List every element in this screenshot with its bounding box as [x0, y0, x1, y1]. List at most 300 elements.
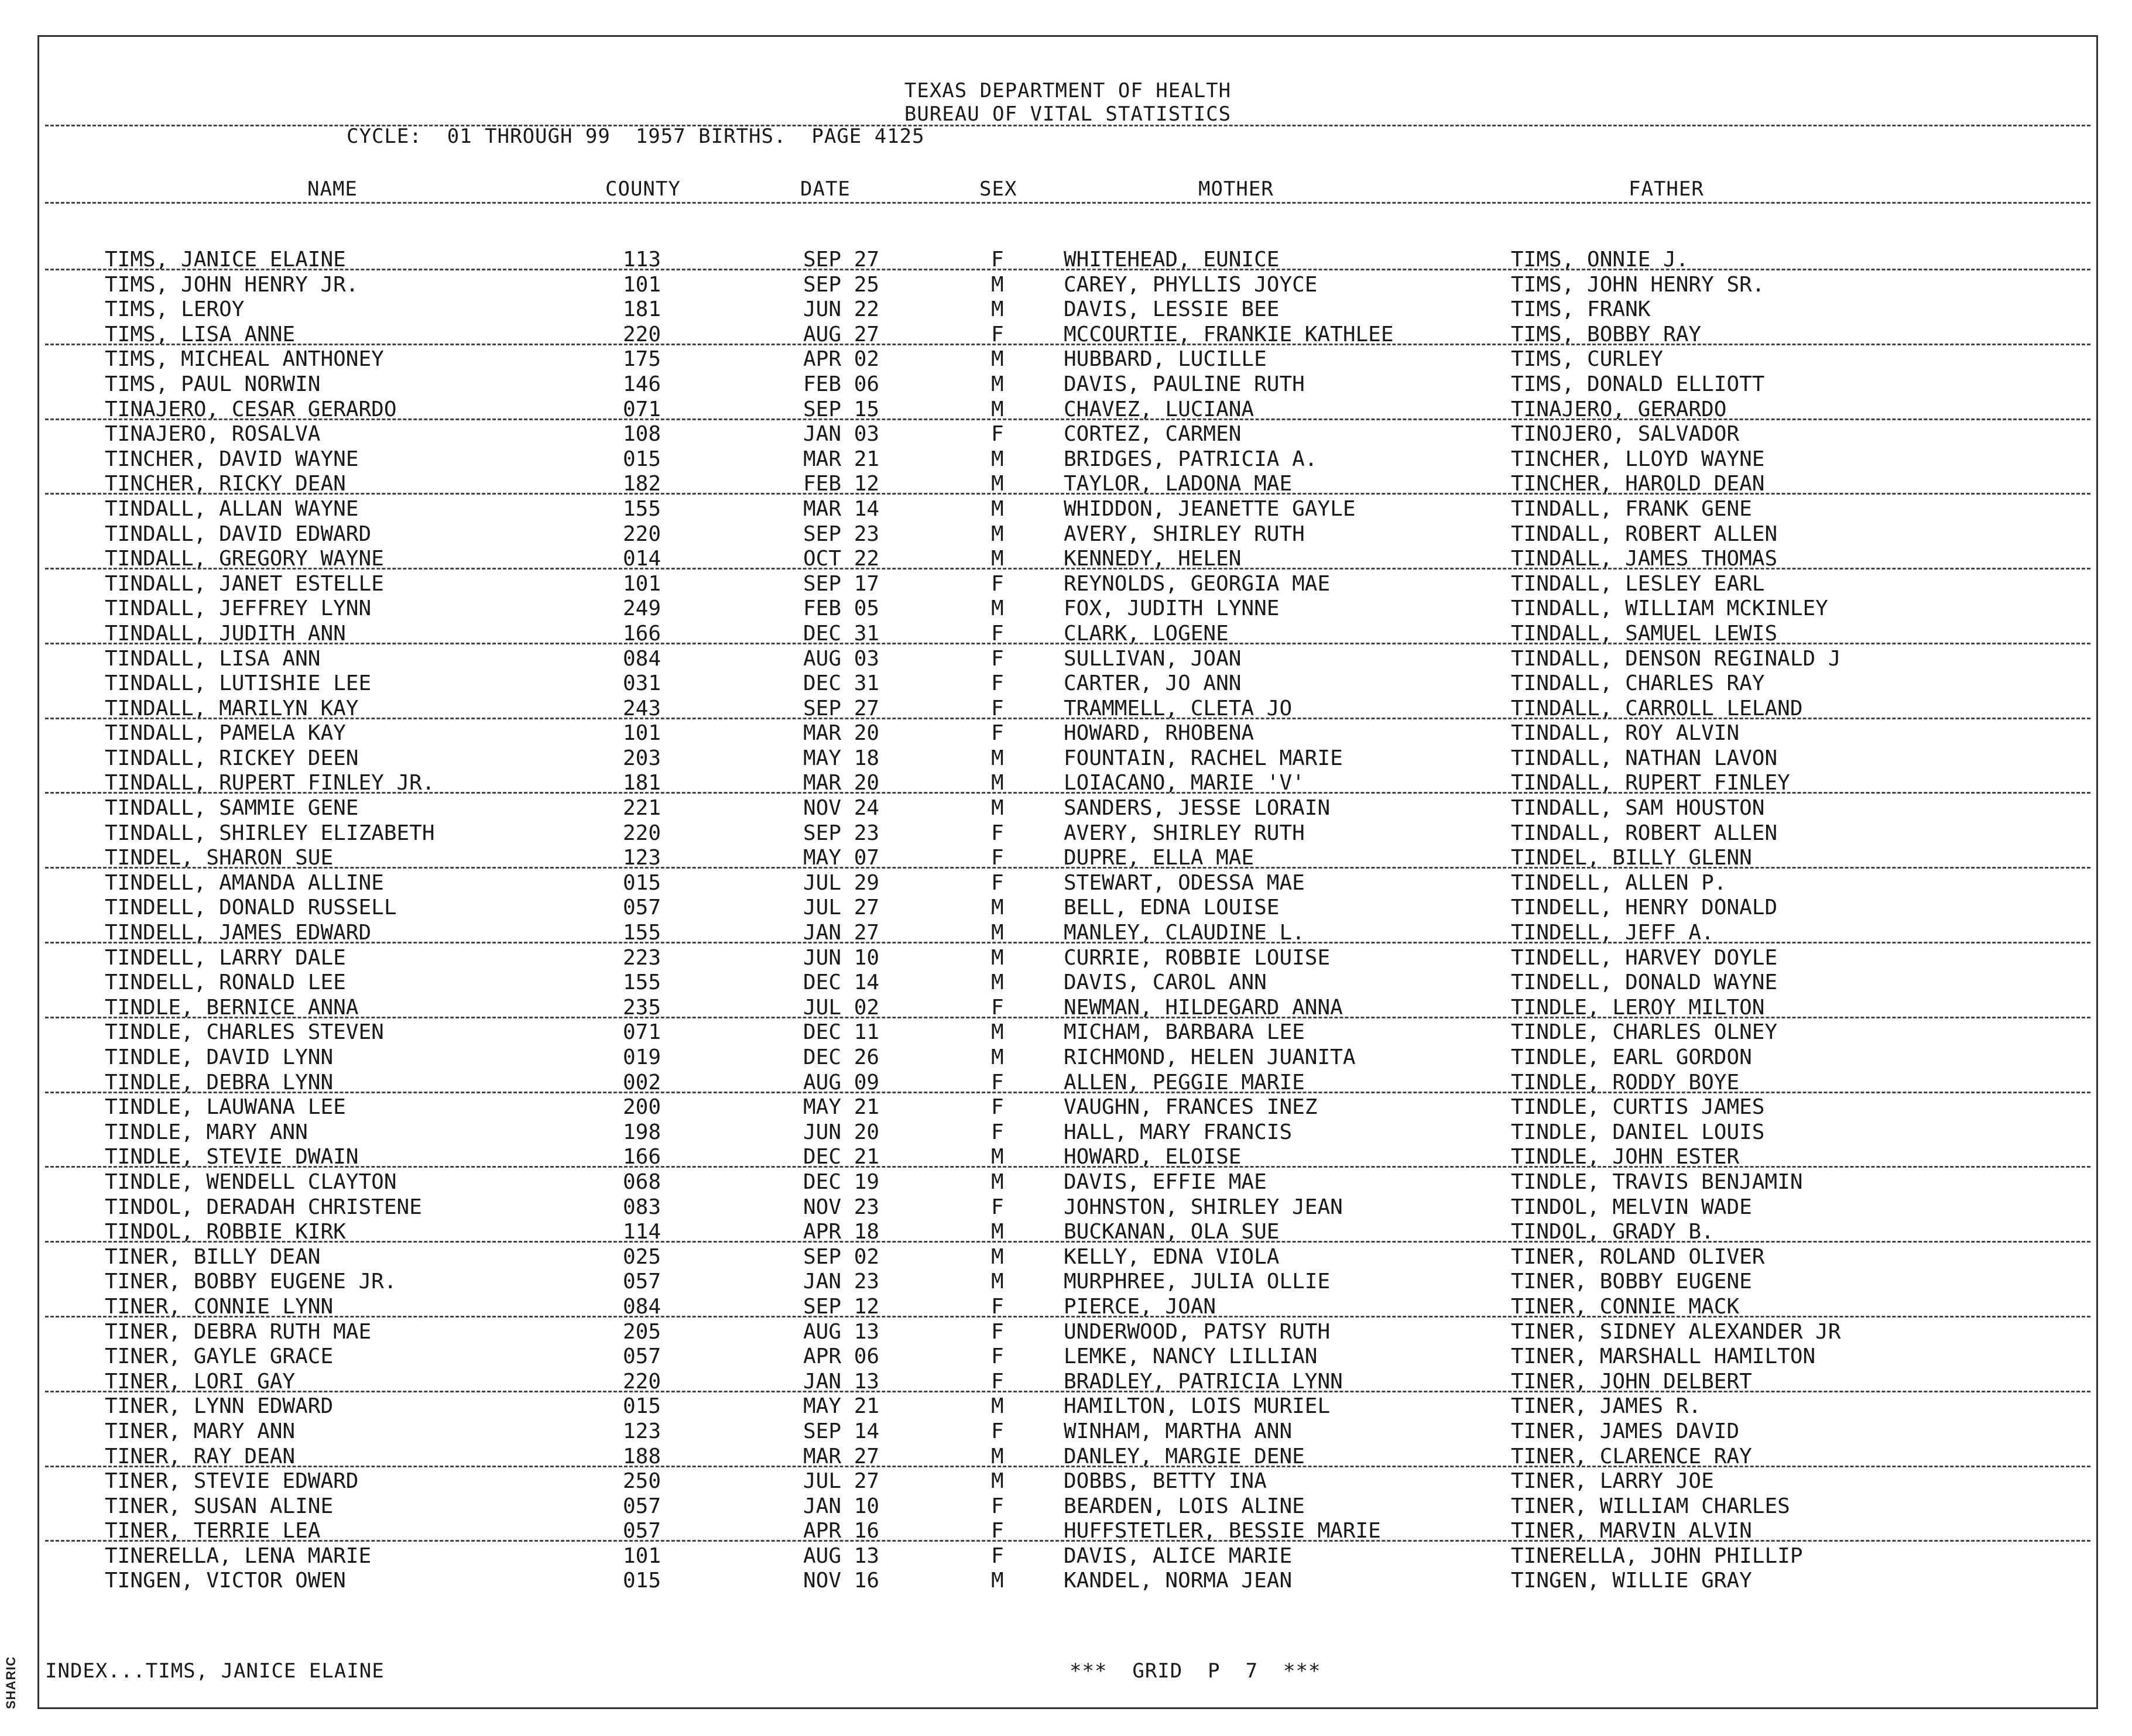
record-mother: SULLIVAN, JOAN [1064, 646, 1242, 671]
record-county: 188 [623, 1444, 661, 1469]
record-name: TINDALL, LUTISHIE LEE [105, 671, 372, 696]
record-father: TINDLE, TRAVIS BENJAMIN [1511, 1169, 1803, 1194]
record-sex: M [991, 1020, 1004, 1045]
record-county: 015 [623, 1394, 661, 1419]
record-father: TINER, ROLAND OLIVER [1511, 1244, 1765, 1269]
record-date: NOV 24 [803, 796, 880, 821]
records-list [39, 246, 2096, 1593]
record-father: TINERELLA, JOHN PHILLIP [1511, 1543, 1803, 1568]
record-row [39, 1343, 2096, 1368]
record-date: SEP 12 [803, 1294, 880, 1319]
record-row [39, 870, 2096, 895]
record-date: SEP 27 [803, 696, 880, 721]
record-sex: M [991, 896, 1004, 920]
record-father: TINER, JAMES DAVID [1511, 1419, 1740, 1443]
record-mother: RICHMOND, HELEN JUANITA [1064, 1045, 1356, 1069]
record-row [39, 1019, 2096, 1044]
record-row [39, 296, 2096, 321]
footer-index: INDEX...TIMS, JANICE ELAINE [45, 1659, 385, 1683]
record-mother: CARTER, JO ANN [1064, 671, 1242, 696]
record-mother: LOIACANO, MARIE 'V' [1064, 771, 1305, 795]
record-name: TINER, RAY DEAN [105, 1444, 296, 1469]
record-father: TIMS, BOBBY RAY [1511, 322, 1702, 346]
record-name: TINDALL, JEFFREY LYNN [105, 596, 372, 621]
record-county: 057 [623, 1344, 661, 1369]
record-sex: F [991, 1070, 1004, 1095]
record-name: TINER, BILLY DEAN [105, 1244, 321, 1269]
record-date: JUL 27 [803, 896, 880, 920]
record-father: TINDALL, ROBERT ALLEN [1511, 522, 1778, 546]
record-mother: HAMILTON, LOIS MURIEL [1064, 1394, 1331, 1419]
record-name: TIMS, MICHEAL ANTHONEY [105, 347, 384, 372]
column-header-county: COUNTY [605, 177, 681, 201]
record-county: 221 [623, 796, 661, 821]
record-mother: BEARDEN, LOIS ALINE [1064, 1494, 1305, 1518]
record-county: 220 [623, 322, 661, 346]
record-county: 068 [623, 1169, 661, 1194]
record-mother: HOWARD, RHOBENA [1064, 721, 1254, 746]
record-county: 223 [623, 945, 661, 970]
header-cycle: CYCLE: 01 THROUGH 99 1957 BIRTHS. PAGE 4125 [347, 125, 925, 148]
record-row [39, 1443, 2096, 1469]
record-row [39, 496, 2096, 521]
record-date: JUN 22 [803, 297, 880, 322]
record-county: 249 [623, 596, 661, 621]
record-mother: KANDEL, NORMA JEAN [1064, 1569, 1293, 1593]
record-date: JAN 13 [803, 1369, 880, 1394]
record-date: JAN 23 [803, 1270, 880, 1294]
record-father: TIMS, CURLEY [1511, 347, 1664, 372]
footer-grid: *** GRID P 7 *** [1070, 1659, 1321, 1683]
record-date: JAN 27 [803, 921, 880, 945]
record-mother: DOBBS, BETTY INA [1064, 1469, 1267, 1494]
record-mother: AVERY, SHIRLEY RUTH [1064, 522, 1305, 546]
record-row [39, 1219, 2096, 1244]
record-date: AUG 13 [803, 1543, 880, 1568]
record-sex: F [991, 1095, 1004, 1120]
record-name: TINDLE, STEVIE DWAIN [105, 1145, 359, 1169]
record-date: SEP 14 [803, 1419, 880, 1443]
record-name: TINER, GAYLE GRACE [105, 1344, 334, 1369]
record-sex: F [991, 846, 1004, 870]
sharic-stamp: SHARIC [4, 1656, 18, 1709]
record-sex: M [991, 921, 1004, 945]
record-father: TINDALL, NATHAN LAVON [1511, 746, 1778, 770]
record-mother: HUFFSTETLER, BESSIE MARIE [1064, 1519, 1381, 1543]
record-row [39, 695, 2096, 721]
birth-index-page [37, 35, 2098, 1709]
record-name: TINDOL, ROBBIE KIRK [105, 1220, 346, 1244]
record-sex: F [991, 571, 1004, 596]
record-row [39, 1268, 2096, 1294]
record-mother: DAVIS, CAROL ANN [1064, 970, 1267, 995]
record-father: TINER, SIDNEY ALEXANDER JR [1511, 1319, 1841, 1344]
record-father: TINDALL, CHARLES RAY [1511, 671, 1765, 696]
record-county: 166 [623, 1145, 661, 1169]
record-row [39, 1543, 2096, 1568]
record-row [39, 321, 2096, 346]
record-sex: M [991, 1444, 1004, 1469]
record-father: TINDALL, SAM HOUSTON [1511, 796, 1765, 821]
record-date: MAR 27 [803, 1444, 880, 1469]
record-name: TIMS, LEROY [105, 297, 245, 322]
record-date: MAR 21 [803, 447, 880, 471]
record-county: 155 [623, 496, 661, 521]
record-name: TINDALL, JANET ESTELLE [105, 571, 384, 596]
record-sex: M [991, 596, 1004, 621]
column-header-mother: MOTHER [1198, 177, 1274, 201]
record-date: JUL 02 [803, 995, 880, 1020]
record-name: TINER, SUSAN ALINE [105, 1494, 334, 1518]
record-father: TINDALL, CARROLL LELAND [1511, 696, 1803, 721]
record-sex: F [991, 322, 1004, 346]
record-county: 181 [623, 771, 661, 795]
record-father: TINDELL, DONALD WAYNE [1511, 970, 1778, 995]
record-date: JUN 20 [803, 1120, 880, 1144]
record-row [39, 1119, 2096, 1144]
record-father: TIMS, DONALD ELLIOTT [1511, 372, 1765, 396]
record-name: TINDALL, RICKEY DEEN [105, 746, 359, 770]
record-county: 015 [623, 870, 661, 895]
record-county: 108 [623, 422, 661, 447]
record-sex: M [991, 447, 1004, 471]
record-row [39, 920, 2096, 945]
record-row [39, 371, 2096, 396]
record-mother: TRAMMELL, CLETA JO [1064, 696, 1293, 721]
record-name: TINER, LORI GAY [105, 1369, 296, 1394]
record-date: SEP 23 [803, 821, 880, 845]
record-father: TINDEL, BILLY GLENN [1511, 846, 1752, 870]
record-name: TINDELL, JAMES EDWARD [105, 921, 372, 945]
record-county: 071 [623, 397, 661, 421]
record-county: 114 [623, 1220, 661, 1244]
record-sex: F [991, 1195, 1004, 1219]
record-county: 015 [623, 447, 661, 471]
record-row [39, 346, 2096, 371]
record-mother: AVERY, SHIRLEY RUTH [1064, 821, 1305, 845]
record-row [39, 571, 2096, 596]
record-county: 101 [623, 1543, 661, 1568]
record-sex: F [991, 621, 1004, 646]
record-date: APR 18 [803, 1220, 880, 1244]
record-date: SEP 15 [803, 397, 880, 421]
record-date: MAR 20 [803, 771, 880, 795]
record-date: FEB 05 [803, 596, 880, 621]
record-father: TINDELL, HARVEY DOYLE [1511, 945, 1778, 970]
record-name: TINER, BOBBY EUGENE JR. [105, 1270, 397, 1294]
record-mother: HUBBARD, LUCILLE [1064, 347, 1267, 372]
record-county: 123 [623, 1419, 661, 1443]
record-sex: M [991, 496, 1004, 521]
record-mother: KENNEDY, HELEN [1064, 547, 1242, 571]
record-mother: CHAVEZ, LUCIANA [1064, 397, 1254, 421]
record-father: TINCHER, HAROLD DEAN [1511, 472, 1765, 496]
record-mother: MICHAM, BARBARA LEE [1064, 1020, 1305, 1045]
column-header-sex: SEX [979, 177, 1017, 201]
record-sex: F [991, 995, 1004, 1020]
column-header-divider [45, 202, 2090, 204]
record-county: 084 [623, 1294, 661, 1319]
record-date: DEC 14 [803, 970, 880, 995]
record-name: TIMS, LISA ANNE [105, 322, 296, 346]
record-county: 166 [623, 621, 661, 646]
record-row [39, 396, 2096, 421]
record-row [39, 1319, 2096, 1344]
record-date: AUG 09 [803, 1070, 880, 1095]
record-sex: M [991, 397, 1004, 421]
record-county: 155 [623, 921, 661, 945]
record-sex: M [991, 272, 1004, 297]
record-date: JAN 03 [803, 422, 880, 447]
record-father: TINER, WILLIAM CHARLES [1511, 1494, 1790, 1518]
record-mother: TAYLOR, LADONA MAE [1064, 472, 1293, 496]
record-name: TINAJERO, CESAR GERARDO [105, 397, 397, 421]
record-mother: ALLEN, PEGGIE MARIE [1064, 1070, 1305, 1095]
record-date: DEC 31 [803, 671, 880, 696]
record-date: SEP 25 [803, 272, 880, 297]
record-mother: MURPHREE, JULIA OLLIE [1064, 1270, 1331, 1294]
record-county: 203 [623, 746, 661, 770]
record-sex: F [991, 1120, 1004, 1144]
record-date: SEP 23 [803, 522, 880, 546]
record-row [39, 1244, 2096, 1269]
record-name: TINDALL, DAVID EDWARD [105, 522, 372, 546]
record-sex: M [991, 1569, 1004, 1593]
record-date: AUG 03 [803, 646, 880, 671]
record-date: MAR 20 [803, 721, 880, 746]
record-sex: F [991, 1519, 1004, 1543]
record-father: TINDLE, CHARLES OLNEY [1511, 1020, 1778, 1045]
record-sex: F [991, 646, 1004, 671]
record-name: TINDLE, BERNICE ANNA [105, 995, 359, 1020]
record-row [39, 1567, 2096, 1593]
record-county: 014 [623, 547, 661, 571]
record-sex: M [991, 547, 1004, 571]
record-row [39, 994, 2096, 1020]
record-father: TINER, JOHN DELBERT [1511, 1369, 1752, 1394]
record-father: TIMS, FRANK [1511, 297, 1651, 322]
record-row [39, 945, 2096, 970]
record-row [39, 1368, 2096, 1394]
record-father: TINDLE, JOHN ESTER [1511, 1145, 1740, 1169]
record-name: TINDALL, SAMMIE GENE [105, 796, 359, 821]
record-name: TINDELL, RONALD LEE [105, 970, 346, 995]
record-county: 198 [623, 1120, 661, 1144]
record-sex: F [991, 248, 1004, 272]
record-date: DEC 19 [803, 1169, 880, 1194]
record-name: TINDLE, DAVID LYNN [105, 1045, 334, 1069]
header-bureau: BUREAU OF VITAL STATISTICS [904, 102, 1232, 126]
record-sex: F [991, 1419, 1004, 1443]
record-sex: M [991, 945, 1004, 970]
record-father: TINDLE, LEROY MILTON [1511, 995, 1765, 1020]
record-row [39, 446, 2096, 471]
record-row [39, 471, 2096, 496]
record-sex: M [991, 1394, 1004, 1419]
record-date: FEB 12 [803, 472, 880, 496]
record-father: TINDELL, JEFF A. [1511, 921, 1714, 945]
record-mother: DUPRE, ELLA MAE [1064, 846, 1254, 870]
record-name: TINCHER, RICKY DEAN [105, 472, 346, 496]
record-row [39, 720, 2096, 745]
record-row [39, 1518, 2096, 1543]
record-row [39, 595, 2096, 620]
record-row [39, 1294, 2096, 1319]
record-date: NOV 23 [803, 1195, 880, 1219]
record-date: DEC 21 [803, 1145, 880, 1169]
record-county: 235 [623, 995, 661, 1020]
record-sex: M [991, 1145, 1004, 1169]
record-mother: FOX, JUDITH LYNNE [1064, 596, 1280, 621]
record-father: TIMS, ONNIE J. [1511, 248, 1689, 272]
record-county: 019 [623, 1045, 661, 1069]
record-mother: SANDERS, JESSE LORAIN [1064, 796, 1331, 821]
record-county: 243 [623, 696, 661, 721]
record-mother: FOUNTAIN, RACHEL MARIE [1064, 746, 1343, 770]
record-father: TINER, BOBBY EUGENE [1511, 1270, 1752, 1294]
record-county: 083 [623, 1195, 661, 1219]
record-mother: DAVIS, LESSIE BEE [1064, 297, 1280, 322]
record-mother: HOWARD, ELOISE [1064, 1145, 1242, 1169]
column-header-father: FATHER [1629, 177, 1704, 201]
record-mother: HALL, MARY FRANCIS [1064, 1120, 1293, 1144]
record-father: TINGEN, WILLIE GRAY [1511, 1569, 1752, 1593]
record-mother: UNDERWOOD, PATSY RUTH [1064, 1319, 1331, 1344]
record-date: MAY 18 [803, 746, 880, 770]
record-father: TINDALL, SAMUEL LEWIS [1511, 621, 1778, 646]
record-row [39, 770, 2096, 795]
record-father: TINDLE, EARL GORDON [1511, 1045, 1752, 1069]
record-name: TINAJERO, ROSALVA [105, 422, 321, 447]
record-sex: M [991, 796, 1004, 821]
record-row [39, 1468, 2096, 1493]
record-row [39, 620, 2096, 646]
record-sex: F [991, 1543, 1004, 1568]
record-sex: M [991, 1045, 1004, 1069]
record-row [39, 670, 2096, 695]
record-row [39, 745, 2096, 770]
record-father: TINER, CONNIE MACK [1511, 1294, 1740, 1319]
record-mother: BELL, EDNA LOUISE [1064, 896, 1280, 920]
record-date: DEC 31 [803, 621, 880, 646]
record-father: TINDALL, WILLIAM MCKINLEY [1511, 596, 1828, 621]
record-county: 031 [623, 671, 661, 696]
record-mother: WHITEHEAD, EUNICE [1064, 248, 1280, 272]
record-row [39, 246, 2096, 272]
record-name: TIMS, PAUL NORWIN [105, 372, 321, 396]
record-name: TINDELL, DONALD RUSSELL [105, 896, 397, 920]
record-row [39, 1094, 2096, 1119]
record-date: JUN 10 [803, 945, 880, 970]
record-father: TINER, CLARENCE RAY [1511, 1444, 1752, 1469]
record-row [39, 1144, 2096, 1169]
record-county: 205 [623, 1319, 661, 1344]
record-sex: F [991, 671, 1004, 696]
record-name: TINDLE, LAUWANA LEE [105, 1095, 346, 1120]
record-county: 200 [623, 1095, 661, 1120]
record-mother: DAVIS, EFFIE MAE [1064, 1169, 1267, 1194]
record-mother: VAUGHN, FRANCES INEZ [1064, 1095, 1318, 1120]
record-date: AUG 27 [803, 322, 880, 346]
record-sex: F [991, 422, 1004, 447]
record-county: 071 [623, 1020, 661, 1045]
record-name: TINER, STEVIE EDWARD [105, 1469, 359, 1494]
record-father: TINER, MARSHALL HAMILTON [1511, 1344, 1816, 1369]
record-name: TINER, CONNIE LYNN [105, 1294, 334, 1319]
record-sex: F [991, 821, 1004, 845]
record-father: TINDALL, RUPERT FINLEY [1511, 771, 1790, 795]
record-date: APR 16 [803, 1519, 880, 1543]
record-mother: JOHNSTON, SHIRLEY JEAN [1064, 1195, 1343, 1219]
column-header-name: NAME [307, 177, 358, 201]
record-county: 146 [623, 372, 661, 396]
record-county: 057 [623, 1494, 661, 1518]
record-sex: M [991, 1169, 1004, 1194]
record-father: TINDELL, HENRY DONALD [1511, 896, 1778, 920]
record-father: TINER, LARRY JOE [1511, 1469, 1714, 1494]
record-name: TINDALL, JUDITH ANN [105, 621, 346, 646]
record-date: APR 02 [803, 347, 880, 372]
record-county: 101 [623, 721, 661, 746]
record-father: TINAJERO, GERARDO [1511, 397, 1727, 421]
record-sex: F [991, 696, 1004, 721]
record-date: JUL 29 [803, 870, 880, 895]
record-sex: M [991, 522, 1004, 546]
record-row [39, 1194, 2096, 1219]
record-row [39, 969, 2096, 994]
record-county: 220 [623, 821, 661, 845]
record-sex: M [991, 472, 1004, 496]
record-sex: M [991, 372, 1004, 396]
record-mother: DAVIS, ALICE MARIE [1064, 1543, 1293, 1568]
record-date: NOV 16 [803, 1569, 880, 1593]
record-row [39, 272, 2096, 297]
record-date: SEP 27 [803, 248, 880, 272]
record-row [39, 894, 2096, 920]
record-county: 113 [623, 248, 661, 272]
record-date: MAY 21 [803, 1095, 880, 1120]
record-date: MAY 21 [803, 1394, 880, 1419]
record-row [39, 545, 2096, 571]
record-name: TIMS, JANICE ELAINE [105, 248, 346, 272]
record-row [39, 421, 2096, 446]
record-father: TINDOL, GRADY B. [1511, 1220, 1714, 1244]
record-row [39, 845, 2096, 870]
record-name: TINERELLA, LENA MARIE [105, 1543, 372, 1568]
record-row [39, 795, 2096, 820]
record-sex: M [991, 1469, 1004, 1494]
record-county: 155 [623, 970, 661, 995]
record-name: TINER, DEBRA RUTH MAE [105, 1319, 372, 1344]
record-row [39, 1493, 2096, 1518]
record-father: TINDOL, MELVIN WADE [1511, 1195, 1752, 1219]
record-sex: M [991, 746, 1004, 770]
record-name: TINDEL, SHARON SUE [105, 846, 334, 870]
header-agency: TEXAS DEPARTMENT OF HEALTH [904, 79, 1232, 102]
record-mother: CORTEZ, CARMEN [1064, 422, 1242, 447]
record-name: TINDLE, DEBRA LYNN [105, 1070, 334, 1095]
record-mother: BUCKANAN, OLA SUE [1064, 1220, 1280, 1244]
record-mother: REYNOLDS, GEORGIA MAE [1064, 571, 1331, 596]
record-date: JAN 10 [803, 1494, 880, 1518]
record-row [39, 1069, 2096, 1095]
record-county: 101 [623, 272, 661, 297]
record-name: TINER, MARY ANN [105, 1419, 296, 1443]
record-date: AUG 13 [803, 1319, 880, 1344]
record-father: TINER, MARVIN ALVIN [1511, 1519, 1752, 1543]
record-county: 057 [623, 1270, 661, 1294]
record-mother: DANLEY, MARGIE DENE [1064, 1444, 1305, 1469]
